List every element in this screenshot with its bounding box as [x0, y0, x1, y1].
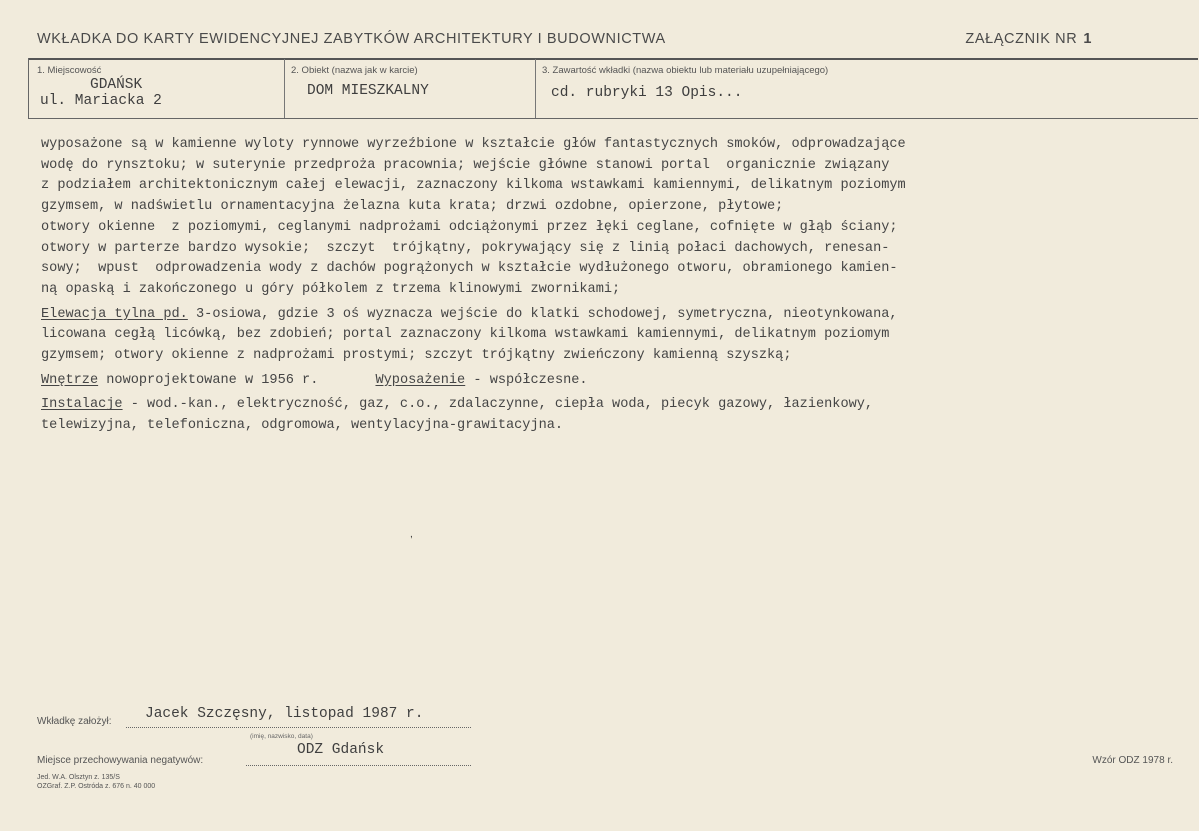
- ink-speck: ,: [410, 529, 413, 540]
- printer-line-1: Jed. W.A. Olsztyn z. 135/S: [37, 774, 120, 781]
- storage-dotted-line: [246, 765, 471, 766]
- content-label: 3. Zawartość wkładki (nazwa obiektu lub materiału uzupełniającego): [542, 65, 829, 76]
- author-value: Jacek Szczęsny, listopad 1987 r.: [145, 706, 424, 722]
- rear-elevation-line: Elewacja tylna pd. 3-osiowa, gdzie 3 oś wyznacza wejście do klatki schodowej, symetryczna, nieotynkowana,: [41, 306, 898, 322]
- interior-line: Wnętrze nowoprojektowane w 1956 r. Wyposażenie - współczesne.: [41, 372, 588, 388]
- rear-elevation-heading: Elewacja tylna pd.: [41, 306, 188, 322]
- installations-line: Instalacje - wod.-kan., elektryczność, gaz, c.o., zdalaczynne, ciepła woda, piecyk gazowy, łazienkowy,: [41, 397, 874, 413]
- location-label: 1. Miejscowość: [37, 65, 102, 76]
- furnishing-heading: Wyposażenie: [375, 372, 466, 388]
- fields-bottom-rule: [28, 118, 1198, 119]
- field-divider-1: [284, 59, 285, 119]
- location-street: ul. Mariacka 2: [40, 93, 162, 109]
- object-label: 2. Obiekt (nazwa jak w karcie): [291, 65, 418, 76]
- template-label: Wzór ODZ 1978 r.: [1092, 755, 1173, 766]
- author-dotted-line: [126, 727, 471, 728]
- body-line: telewizyjna, telefoniczna, odgromowa, wentylacyjna-grawitacyjna.: [41, 418, 564, 434]
- body-line: licowana cegłą licówką, bez zdobień; portal zaznaczony kilkoma wstawkami kamiennymi, delikatnym poziomym: [41, 327, 890, 343]
- body-line: z podziałem architektonicznym całej elewacji, zaznaczony kilkoma wstawkami kamiennymi, delikatnym poziomym: [41, 178, 906, 194]
- description-body: [41, 135, 1171, 437]
- fields-top-rule: [28, 58, 1198, 60]
- body-line: wodę do rynsztoku; w suterynie przedproża pracownia; wejście główne stanowi portal organicznie związany: [41, 157, 890, 173]
- installations-heading: Instalacje: [41, 397, 123, 413]
- body-line: otwory okienne z poziomymi, ceglanymi nadprożami odciążonymi przez łęki ceglane, cofnięte w głąb ściany;: [41, 219, 898, 235]
- author-label: Wkładkę założył:: [37, 716, 112, 727]
- interior-heading: Wnętrze: [41, 372, 99, 388]
- object-value: DOM MIESZKALNY: [307, 83, 429, 99]
- storage-value: ODZ Gdańsk: [297, 742, 385, 758]
- annex-number: 1: [1083, 31, 1092, 47]
- body-line: gzymsem; otwory okienne z nadprożami prostymi; szczyt trójkątny zwieńczony kamienną szyszką;: [41, 348, 792, 364]
- field-divider-2: [535, 59, 536, 119]
- author-hint: (imię, nazwisko, data): [250, 733, 313, 740]
- fields-left-rule: [28, 58, 29, 119]
- body-line: wyposażone są w kamienne wyloty rynnowe wyrzeźbione w kształcie głów fantastycznych smoków, odprowadzające: [41, 137, 906, 152]
- annex-label: ZAŁĄCZNIK NR 1: [965, 31, 1092, 47]
- form-title: WKŁADKA DO KARTY EWIDENCYJNEJ ZABYTKÓW ARCHITEKTURY I BUDOWNICTWA: [37, 31, 666, 47]
- body-line: sowy; wpust odprowadzenia wody z dachów pogrążonych w kształcie wydłużonego otworu, obramionego kamien-: [41, 261, 898, 277]
- body-line: otwory w parterze bardzo wysokie; szczyt trójkątny, pokrywający się z linią połaci dachowych, renesan-: [41, 240, 890, 256]
- storage-label: Miejsce przechowywania negatywów:: [37, 755, 204, 766]
- location-city: GDAŃSK: [90, 77, 143, 93]
- body-line: ną opaską i zakończonego u góry półkolem z trzema klinowymi zwornikami;: [41, 281, 621, 297]
- body-line: gzymsem, w nadświetlu ornamentacyjna żelazna kuta krata; drzwi ozdobne, opierzone, płytowe;: [41, 199, 784, 215]
- content-value: cd. rubryki 13 Opis...: [551, 85, 743, 101]
- printer-line-2: OZGraf. Z.P. Ostróda z. 676 n. 40 000: [37, 783, 156, 790]
